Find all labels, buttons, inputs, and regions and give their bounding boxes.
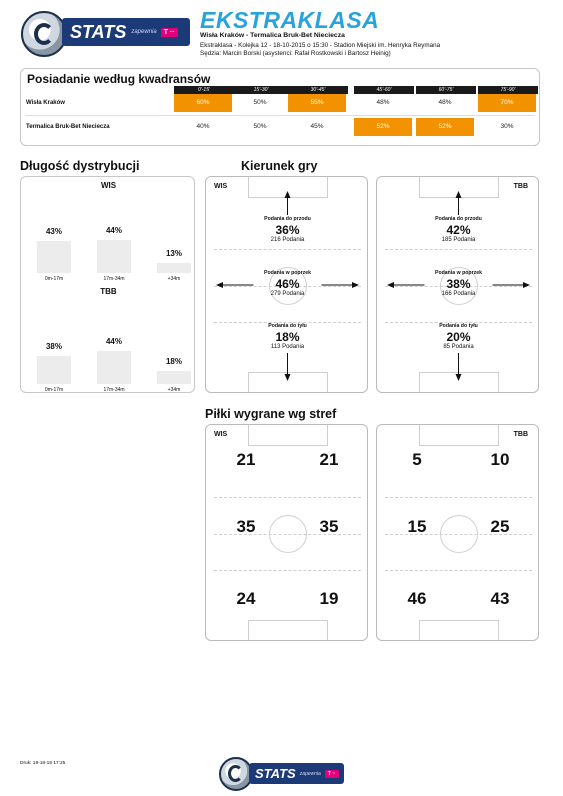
- possession-value: 52%: [354, 118, 412, 136]
- zone-value: 43: [490, 589, 510, 608]
- distribution-title: Długość dystrybucji: [20, 159, 140, 173]
- possession-value: 52%: [416, 118, 474, 136]
- pitch-line: [385, 497, 532, 498]
- zone-value: 25: [490, 517, 510, 536]
- distribution-bar: [157, 371, 191, 385]
- footer-telekom-logo: T ··: [325, 770, 339, 778]
- penalty-box-top: [248, 424, 328, 446]
- team-label: TBB: [100, 287, 117, 296]
- penalty-box-bottom: [419, 620, 499, 641]
- sideways-count: 166 Podania: [441, 291, 476, 297]
- match-title: Wisła Kraków - Termalica Bruk-Bet Nieciecza: [200, 32, 345, 39]
- backward-pct: 20%: [446, 330, 471, 344]
- possession-value: 60%: [174, 94, 232, 112]
- match-info: Ekstraklasa - Kolejka 12 - 18-10-2015 o 15:30 - Stadion Miejski im. Henryka Reymana: [200, 42, 441, 49]
- possession-value: 40%: [196, 123, 210, 130]
- distribution-pct: 43%: [45, 226, 62, 236]
- distribution-category: +34m: [167, 387, 181, 393]
- distribution-pct: 13%: [165, 249, 182, 259]
- distribution-category: 17m-34m: [103, 387, 125, 393]
- ekstraklasa-ball-logo: [21, 11, 67, 57]
- zone-value: 10: [490, 450, 510, 469]
- distribution-panel: [20, 176, 195, 393]
- zone-value: 21: [236, 450, 256, 469]
- league-title: EKSTRAKLASA: [200, 7, 380, 33]
- footer-sponsor-label: zapewnia: [299, 770, 321, 777]
- forward-label: Podania do przodu: [264, 216, 311, 222]
- team-label: WIS: [100, 181, 117, 190]
- backward-arrow-icon: [285, 353, 291, 381]
- distribution-bar: [97, 351, 131, 384]
- distribution-bar: [97, 240, 131, 273]
- period-header: 15'-30': [231, 86, 291, 94]
- footer-stats-banner: [249, 763, 344, 784]
- backward-pct: 18%: [275, 330, 300, 344]
- sponsor-label: zapewnia: [131, 29, 157, 35]
- possession-value: 30%: [500, 123, 514, 130]
- distribution-category: 0m-17m: [44, 387, 64, 393]
- stats-label: STATS: [70, 21, 127, 42]
- period-header: 60'-75': [416, 86, 476, 94]
- pitch-panel: [205, 424, 368, 641]
- zone-value: 21: [319, 450, 339, 469]
- zone-value: 46: [407, 589, 427, 608]
- penalty-box-top: [419, 424, 499, 446]
- period-header: 45'-60': [354, 86, 414, 94]
- team-row-label: Wisła Kraków: [26, 100, 65, 106]
- possession-panel: [20, 68, 540, 146]
- possession-value: 50%: [253, 99, 267, 106]
- referee-info: Sędzia: Marcin Borski (asystenci: Rafał Rostkowski i Bartosz Heinig): [200, 50, 391, 57]
- distribution-category: 0m-17m: [44, 276, 64, 282]
- distribution-category: 17m-34m: [103, 276, 125, 282]
- team-label: TBB: [513, 183, 528, 190]
- team-row-label: Termalica Bruk-Bet Nieciecza: [26, 124, 110, 130]
- possession-value: 48%: [376, 99, 390, 106]
- forward-count: 185 Podania: [441, 237, 476, 243]
- forward-pct: 36%: [275, 223, 300, 237]
- forward-arrow-icon: [456, 191, 462, 215]
- zones-title: Piłki wygrane wg stref: [205, 407, 337, 421]
- distribution-bar: [157, 263, 191, 273]
- sideways-pct: 38%: [446, 277, 471, 291]
- footer-ball-logo: [219, 757, 253, 791]
- pitch-line: [214, 497, 361, 498]
- distribution-pct: 44%: [105, 337, 122, 346]
- possession-value: 55%: [288, 94, 346, 112]
- possession-value: 70%: [478, 94, 536, 112]
- distribution-pct: 18%: [165, 356, 182, 366]
- possession-value: 48%: [438, 99, 452, 106]
- telekom-logo: T ··: [161, 28, 178, 37]
- row-divider: [25, 115, 535, 116]
- zone-value: 35: [236, 517, 256, 536]
- forward-label: Podania do przodu: [435, 216, 482, 222]
- penalty-box-bottom: [248, 620, 328, 641]
- team-label: WIS: [214, 431, 228, 438]
- backward-label: Podania do tyłu: [268, 323, 307, 329]
- center-circle: [269, 515, 307, 553]
- center-circle: [440, 515, 478, 553]
- pitch-panel: [205, 176, 368, 393]
- forward-count: 216 Podania: [270, 237, 305, 243]
- pitch-panel: [376, 176, 539, 393]
- team-label: WIS: [214, 183, 228, 190]
- distribution-category: +34m: [167, 276, 181, 282]
- zone-value: 5: [412, 450, 422, 469]
- pitch-line: [214, 570, 361, 571]
- team-label: TBB: [513, 431, 528, 438]
- stats-banner: [62, 18, 190, 46]
- backward-arrow-icon: [456, 353, 462, 381]
- sideways-count: 279 Podania: [270, 291, 305, 297]
- period-header: 0'-15': [174, 86, 234, 94]
- pitch-panel: [376, 424, 539, 641]
- zone-value: 15: [407, 517, 427, 536]
- sideways-label: Podania w poprzek: [264, 270, 311, 276]
- distribution-pct: 38%: [45, 341, 62, 351]
- distribution-pct: 44%: [105, 226, 122, 235]
- possession-title: Posiadanie według kwadransów: [27, 72, 211, 86]
- backward-label: Podania do tyłu: [439, 323, 478, 329]
- direction-title: Kierunek gry: [241, 159, 318, 173]
- distribution-bar: [37, 356, 71, 385]
- possession-value: 50%: [253, 123, 267, 130]
- zone-value: 19: [319, 589, 339, 608]
- sideways-pct: 46%: [275, 277, 300, 291]
- possession-value: 45%: [310, 123, 324, 130]
- sideways-label: Podania w poprzek: [435, 270, 482, 276]
- backward-count: 113 Podania: [270, 344, 305, 350]
- period-header: 75'-90': [478, 86, 538, 94]
- zone-value: 24: [236, 589, 256, 608]
- backward-count: 85 Podania: [443, 344, 474, 350]
- footer-stats-label: STATS: [255, 766, 296, 781]
- period-header: 30'-45': [288, 86, 348, 94]
- distribution-bar: [37, 241, 71, 273]
- print-date: Druk: 18-18-15 17:25: [20, 761, 66, 766]
- forward-arrow-icon: [285, 191, 291, 215]
- pitch-line: [385, 570, 532, 571]
- zone-value: 35: [319, 517, 339, 536]
- forward-pct: 42%: [446, 223, 471, 237]
